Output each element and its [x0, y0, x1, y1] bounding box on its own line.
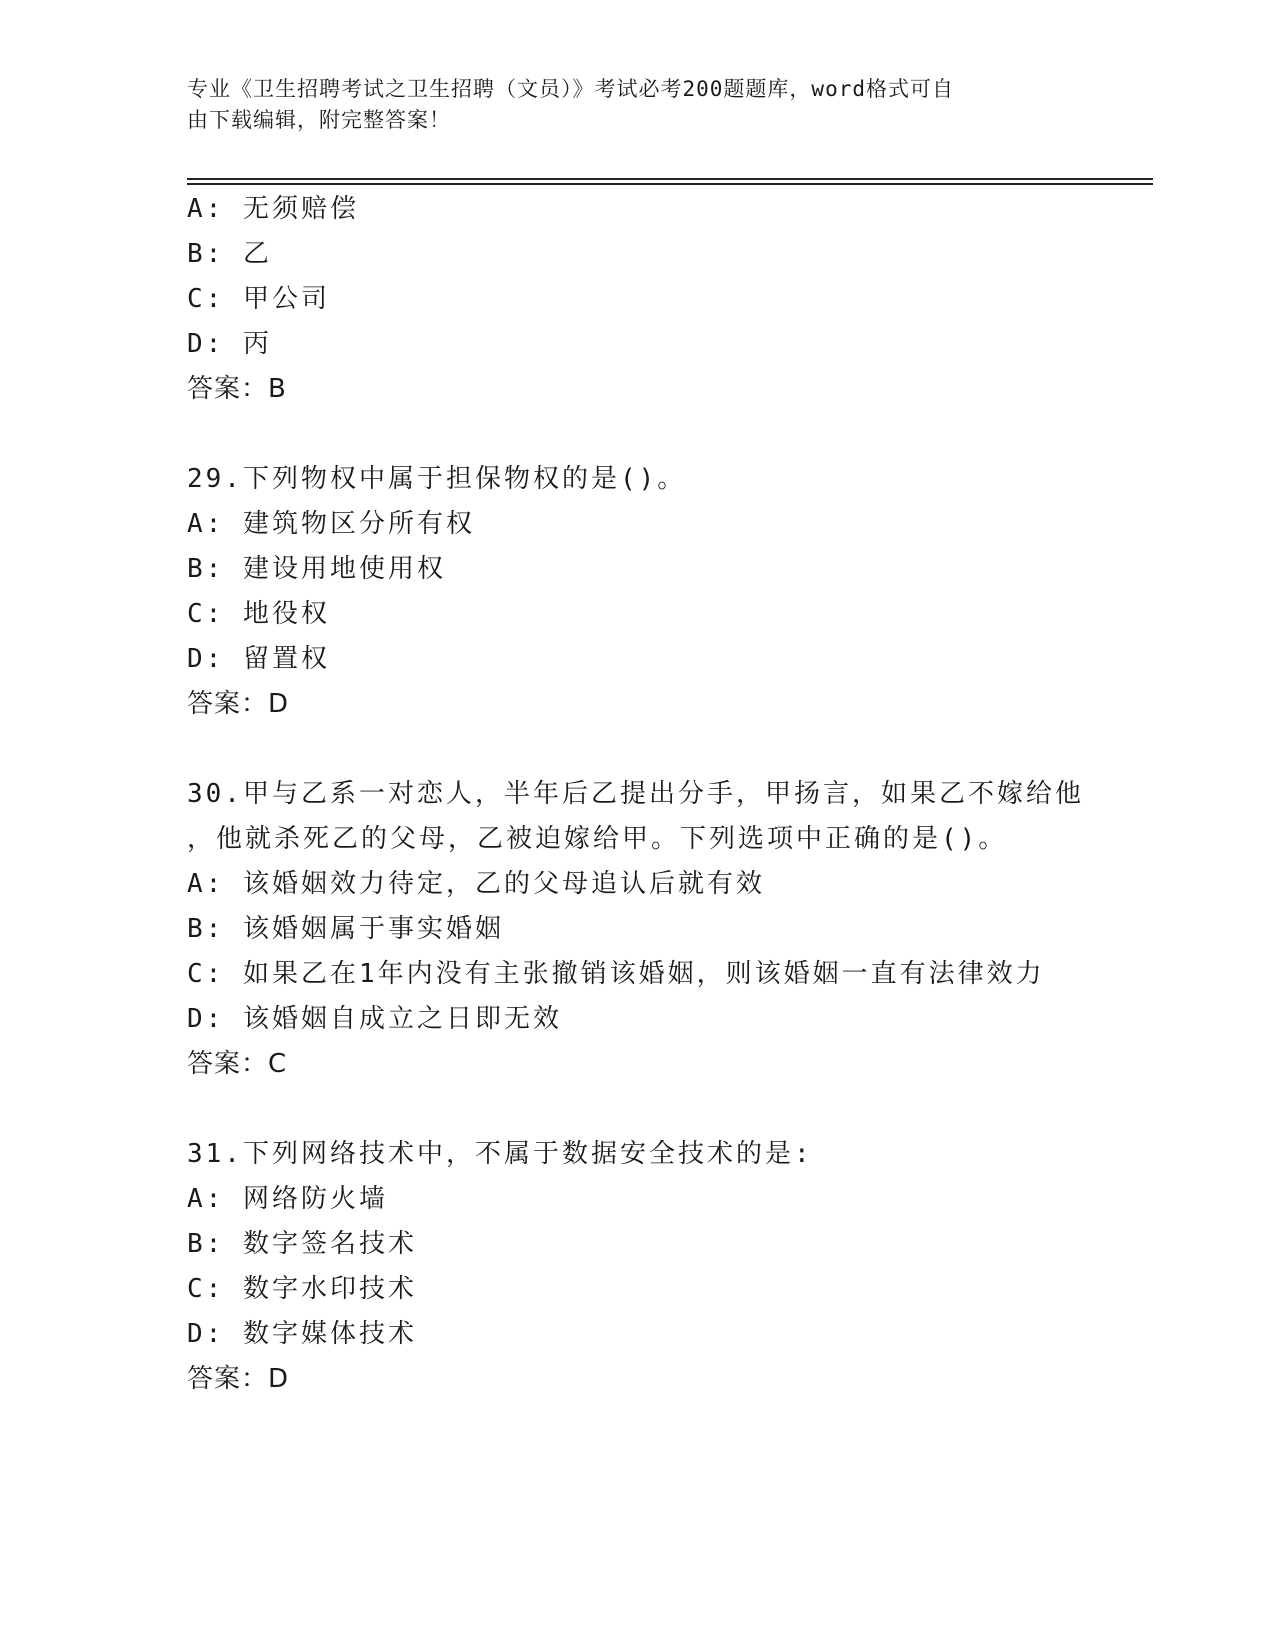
q29-option-d: D: 留置权 [187, 644, 330, 674]
q30-stem-line-1: 30.甲与乙系一对恋人，半年后乙提出分手，甲扬言，如果乙不嫁给他 [187, 779, 1084, 809]
q31-option-c: C: 数字水印技术 [187, 1274, 417, 1304]
q29-option-c: C: 地役权 [187, 599, 330, 629]
header-line-2: 由下载编辑，附完整答案！ [187, 108, 451, 132]
q31-stem: 31.下列网络技术中，不属于数据安全技术的是: [187, 1139, 813, 1169]
q29-stem: 29.下列物权中属于担保物权的是()。 [187, 464, 687, 494]
q29-option-a: A: 建筑物区分所有权 [187, 509, 475, 539]
q30-stem-line-2: ，他就杀死乙的父母，乙被迫嫁给甲。下列选项中正确的是()。 [187, 824, 1008, 854]
q30-option-a: A: 该婚姻效力待定，乙的父母追认后就有效 [187, 869, 765, 899]
header-rule-bottom [187, 183, 1153, 185]
q30-answer: 答案：C [187, 1049, 288, 1079]
q28-answer: 答案：B [187, 374, 287, 404]
document-header [187, 74, 1087, 136]
q30-option-b: B: 该婚姻属于事实婚姻 [187, 914, 504, 944]
q31-answer: 答案：D [187, 1364, 290, 1394]
q31-option-a: A: 网络防火墙 [187, 1184, 388, 1214]
q31-option-d: D: 数字媒体技术 [187, 1319, 417, 1349]
q30-option-d: D: 该婚姻自成立之日即无效 [187, 1004, 562, 1034]
q28-option-c: C: 甲公司 [187, 284, 330, 314]
header-line-1: 专业《卫生招聘考试之卫生招聘（文员）》考试必考200题题库，word格式可自 [187, 77, 954, 101]
header-rule-top [187, 178, 1153, 180]
q31-option-b: B: 数字签名技术 [187, 1229, 417, 1259]
q28-option-a: A: 无须赔偿 [187, 194, 359, 224]
q28-option-b: B: 乙 [187, 239, 272, 269]
q29-answer: 答案：D [187, 689, 290, 719]
q30-option-c: C: 如果乙在1年内没有主张撤销该婚姻，则该婚姻一直有法律效力 [187, 959, 1045, 989]
q29-option-b: B: 建设用地使用权 [187, 554, 446, 584]
q28-option-d: D: 丙 [187, 329, 272, 359]
